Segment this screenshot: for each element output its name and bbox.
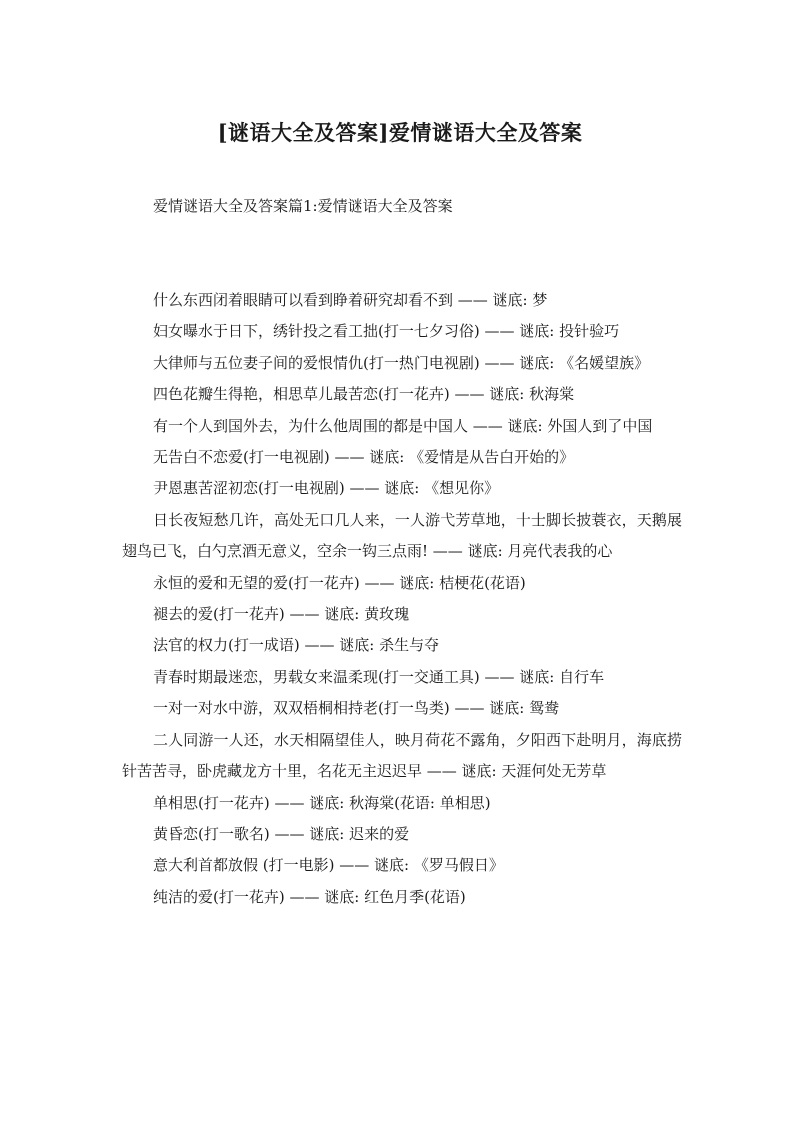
riddle-item: 永恒的爱和无望的爱(打一花卉) —— 谜底: 桔梗花(花语) — [153, 573, 526, 592]
document-subtitle: 爱情谜语大全及答案篇1:爱情谜语大全及答案 — [153, 197, 453, 215]
riddle-item: 纯洁的爱(打一花卉) —— 谜底: 红色月季(花语) — [153, 887, 466, 906]
riddle-item: 大律师与五位妻子间的爱恨情仇(打一热门电视剧) —— 谜底: 《名媛望族》 — [153, 353, 650, 372]
riddle-item: 一对一对水中游，双双梧桐相持老(打一鸟类) —— 谜底: 鸳鸯 — [153, 699, 560, 718]
riddle-list — [122, 285, 682, 913]
riddle-item: 四色花瓣生得艳，相思草儿最苦恋(打一花卉) —— 谜底: 秋海棠 — [153, 385, 575, 404]
riddle-item: 日长夜短愁几许，高处无口几人来，一人游弋芳草地，十士脚长披蓑衣，天鹅展翅鸟已飞，白勺烹酒无意义，空余一钩三点雨! —— 谜底: 月亮代表我的心 — [122, 510, 682, 561]
riddle-item: 有一个人到国外去，为什么他周围的都是中国人 —— 谜底: 外国人到了中国 — [153, 416, 653, 435]
riddle-item: 二人同游一人还，水天相隔望佳人，映月荷花不露角，夕阳西下赴明月，海底捞针苦苦寻，卧虎藏龙方十里，名花无主迟迟早 —— 谜底: 天涯何处无芳草 — [122, 730, 682, 781]
riddle-item: 青春时期最迷恋，男载女来温柔现(打一交通工具) —— 谜底: 自行车 — [153, 667, 605, 686]
riddle-item: 意大利首都放假 (打一电影) —— 谜底: 《罗马假日》 — [153, 856, 504, 875]
riddle-item: 单相思(打一花卉) —— 谜底: 秋海棠(花语: 单相思) — [153, 793, 491, 812]
riddle-item: 妇女曝水于日下，绣针投之看工拙(打一七夕习俗) —— 谜底: 投针验巧 — [153, 322, 620, 341]
riddle-item: 褪去的爱(打一花卉) —— 谜底: 黄玫瑰 — [153, 605, 410, 624]
riddle-item: 尹恩惠苦涩初恋(打一电视剧) —— 谜底: 《想见你》 — [153, 479, 500, 498]
document-title: [谜语大全及答案]爱情谜语大全及答案 — [217, 120, 583, 145]
riddle-item: 什么东西闭着眼睛可以看到睁着研究却看不到 —— 谜底: 梦 — [153, 291, 548, 309]
riddle-item: 法官的权力(打一成语) —— 谜底: 杀生与夺 — [153, 636, 440, 655]
riddle-item: 无告白不恋爱(打一电视剧) —— 谜底: 《爱情是从告白开始的》 — [153, 448, 575, 467]
riddle-item: 黄昏恋(打一歌名) —— 谜底: 迟来的爱 — [153, 824, 410, 843]
